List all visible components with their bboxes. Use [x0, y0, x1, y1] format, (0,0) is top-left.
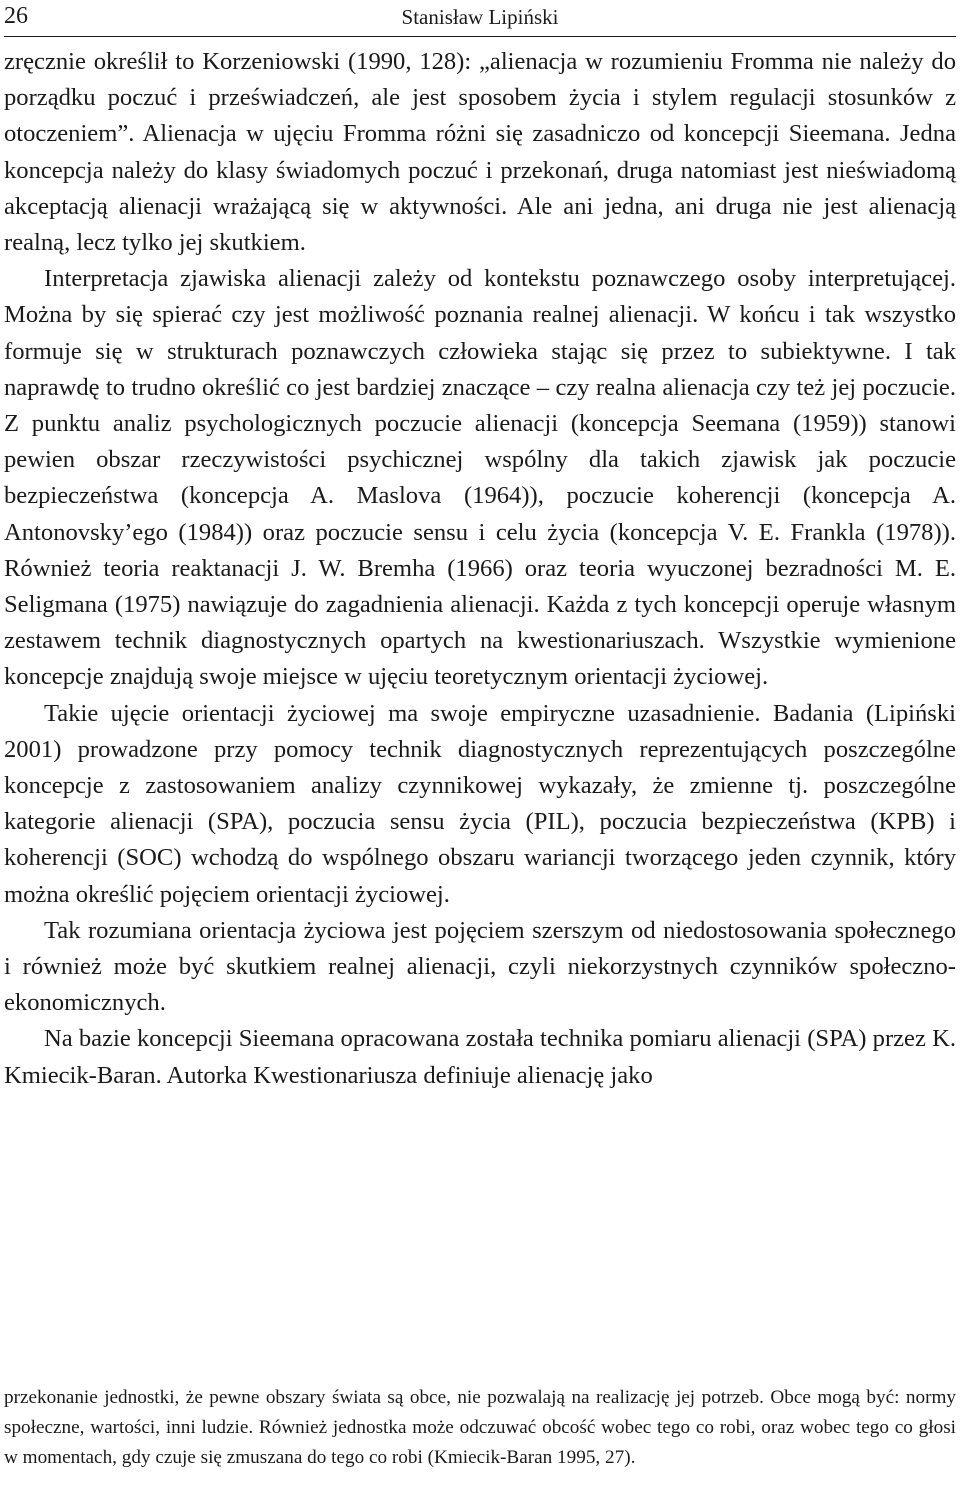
paragraph-3: Takie ujęcie orientacji życiowej ma swoje empiryczne uzasadnienie. Badania (Lipiński 2001) prowadzone przy pomocy technik diagnostycznych reprezentujących poszczególne koncepcje z zastosowaniem analizy czynnikowej wykazały, że zmienne tj. poszczególne kategorie alienacji (SPA), poczucia sensu życia (PIL), poczucia bezpieczeństwa (KPB) i koherencji (SOC) wchodzą do wspólnego obszaru wariancji tworzącego jeden czynnik, który można określić pojęciem orientacji życiowej.	[4, 699, 956, 908]
quote-text: przekonanie jednostki, że pewne obszary świata są obce, nie pozwalają na realizację jej potrzeb. Obce mogą być: normy społeczne, wartości, inni ludzie. Również jednostka może odczuwać obcość wobec tego co robi, oraz wobec tego co głosi w momentach, gdy czuje się zmuszana do tego co robi (Kmiecik-Baran 1995, 27).	[4, 1387, 956, 1468]
paragraph-4: Tak rozumiana orientacja życiowa jest pojęciem szerszym od niedostosowania społecznego i również może być skutkiem realnej alienacji, czyli niekorzystnych czynników społeczno-ekonomicznych.	[4, 916, 956, 1017]
block-quote	[4, 1383, 956, 1473]
paragraph-5: Na bazie koncepcji Sieemana opracowana została technika pomiaru alienacji (SPA) przez K. Kmiecik-Baran. Autorka Kwestionariusza definiuje alienację jako	[4, 1025, 956, 1089]
running-header	[4, 2, 956, 37]
paragraph-2: Interpretacja zjawiska alienacji zależy od kontekstu poznawczego osoby interpretującej. Można by się spierać czy jest możliwość poznania realnej alienacji. W końcu i tak wszystko formuje się w strukturach poznawczych człowieka stając się przez to subiektywne. I tak naprawdę to trudno określić co jest bardziej znaczące – czy realna alienacja czy też jej poczucie. Z punktu analiz psychologicznych poczucie alienacji (koncepcja Seemana (1959)) stanowi pewien obszar rzeczywistości psychicznej wspólny dla takich zjawisk jak poczucie bezpieczeństwa (koncepcja A. Maslova (1964)), poczucie koherencji (koncepcja A. Antonovsky’ego (1984)) oraz poczucie sensu i celu życia (koncepcja V. E. Frankla (1978)). Również teoria reaktanacji J. W. Bremha (1966) oraz teoria wyuczonej bezradności M. E. Seligmana (1975) nawiązuje do zagadnienia alienacji. Każda z tych koncepcji operuje własnym zestawem technik diagnostycznych opartych na kwestionariuszach. Wszystkie wymienione koncepcje znajdują swoje miejsce w ujęciu teoretycznym orientacji życiowej.	[4, 265, 956, 691]
running-author: Stanisław Lipiński	[401, 5, 559, 29]
body-text	[4, 44, 956, 1094]
page-number: 26	[4, 3, 28, 29]
paragraph-1: zręcznie określił to Korzeniowski (1990, 128): „alienacja w rozumieniu Fromma nie należy do porządku poczuć i przeświadczeń, ale jest sposobem życia i stylem regulacji stosunków z otoczeniem”. Alienacja w ujęciu Fromma różni się zasadniczo od koncepcji Sieemana. Jedna koncepcja należy do klasy świadomych poczuć i przekonań, druga natomiast jest nieświadomą akceptacją alienacji wrażającą się w aktywności. Ale ani jedna, ani druga nie jest alienacją realną, lecz tylko jej skutkiem.	[4, 48, 956, 257]
